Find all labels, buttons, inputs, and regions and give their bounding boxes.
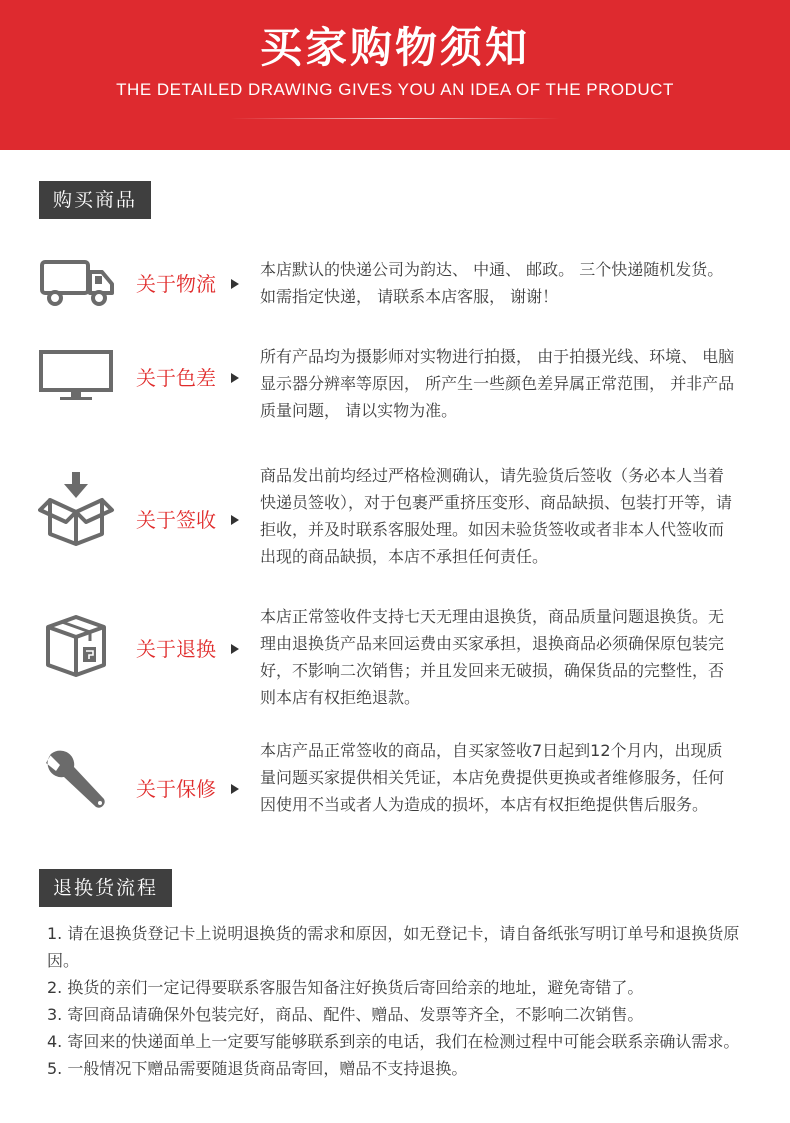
list-item: 2. 换货的亲们一定记得要联系客服告知备注好换货后寄回给亲的地址，避免寄错了。 [47, 978, 644, 997]
label-returns: 关于退换 [136, 637, 216, 661]
return-steps-list [47, 920, 767, 1082]
return-box-icon [38, 615, 118, 677]
package-receive-icon [38, 470, 118, 546]
list-item: 1. 请在退换货登记卡上说明退换货的需求和原因，如无登记卡，请自备纸张写明订单号和退换货原因。 [47, 924, 740, 970]
label-signing: 关于签收 [136, 508, 216, 532]
desc-signing: 商品发出前均经过严格检测确认，请先验货后签收（务必本人当着快递员签收），对于包裹严重挤压变形、商品缺损、包装打开等，请拒收，并及时联系客服处理。如因未验货签收或者非本人代签收而出现的商品缺损，本店不承担任何责任。 [260, 466, 733, 566]
arrow-right-icon [231, 644, 239, 654]
wrench-icon [38, 747, 118, 811]
list-item: 4. 寄回来的快递面单上一定要写能够联系到亲的电话，我们在检测过程中可能会联系亲确认需求。 [47, 1032, 740, 1051]
arrow-right-icon [231, 373, 239, 383]
list-item: 5. 一般情况下赠品需要随退货商品寄回，赠品不支持退换。 [47, 1059, 468, 1078]
section-label-purchase: 购买商品 [39, 181, 151, 219]
label-logistics: 关于物流 [136, 272, 216, 296]
monitor-icon [38, 349, 118, 401]
arrow-right-icon [231, 784, 239, 794]
section-label-return-process: 退换货流程 [39, 869, 172, 907]
label-warranty: 关于保修 [136, 777, 216, 801]
desc-warranty: 本店产品正常签收的商品，自买家签收7日起到12个月内，出现质量问题买家提供相关凭证，本店免费提供更换或者维修服务，任何因使用不当或者人为造成的损坏，本店有权拒绝提供售后服务。 [260, 741, 725, 814]
truck-icon [38, 258, 118, 308]
header-banner [0, 0, 790, 150]
desc-returns: 本店正常签收件支持七天无理由退换货，商品质量问题退换货。无理由退换货产品来回运费由买家承担，退换商品必须确保原包装完好，不影响二次销售；并且发回来无破损，确保货品的完整性，否则本店有权拒绝退款。 [260, 607, 725, 707]
label-color: 关于色差 [136, 366, 216, 390]
desc-color: 所有产品均为摄影师对实物进行拍摄， 由于拍摄光线、环境、 电脑显示器分辨率等原因， 所产生一些颜色差异属正常范围， 并非产品质量问题， 请以实物为准。 [260, 347, 735, 420]
arrow-right-icon [231, 515, 239, 525]
page-title: 买家购物须知 [259, 23, 530, 72]
banner-divider [230, 118, 560, 119]
list-item: 3. 寄回商品请确保外包装完好，商品、配件、赠品、发票等齐全，不影响二次销售。 [47, 1005, 644, 1024]
arrow-right-icon [231, 279, 239, 289]
desc-logistics: 本店默认的快递公司为韵达、 中通、 邮政。 三个快递随机发货。 如需指定快递， 请联系本店客服， 谢谢！ [260, 260, 724, 306]
page-subtitle: THE DETAILED DRAWING GIVES YOU AN IDEA OF THE PRODUCT [116, 80, 674, 99]
